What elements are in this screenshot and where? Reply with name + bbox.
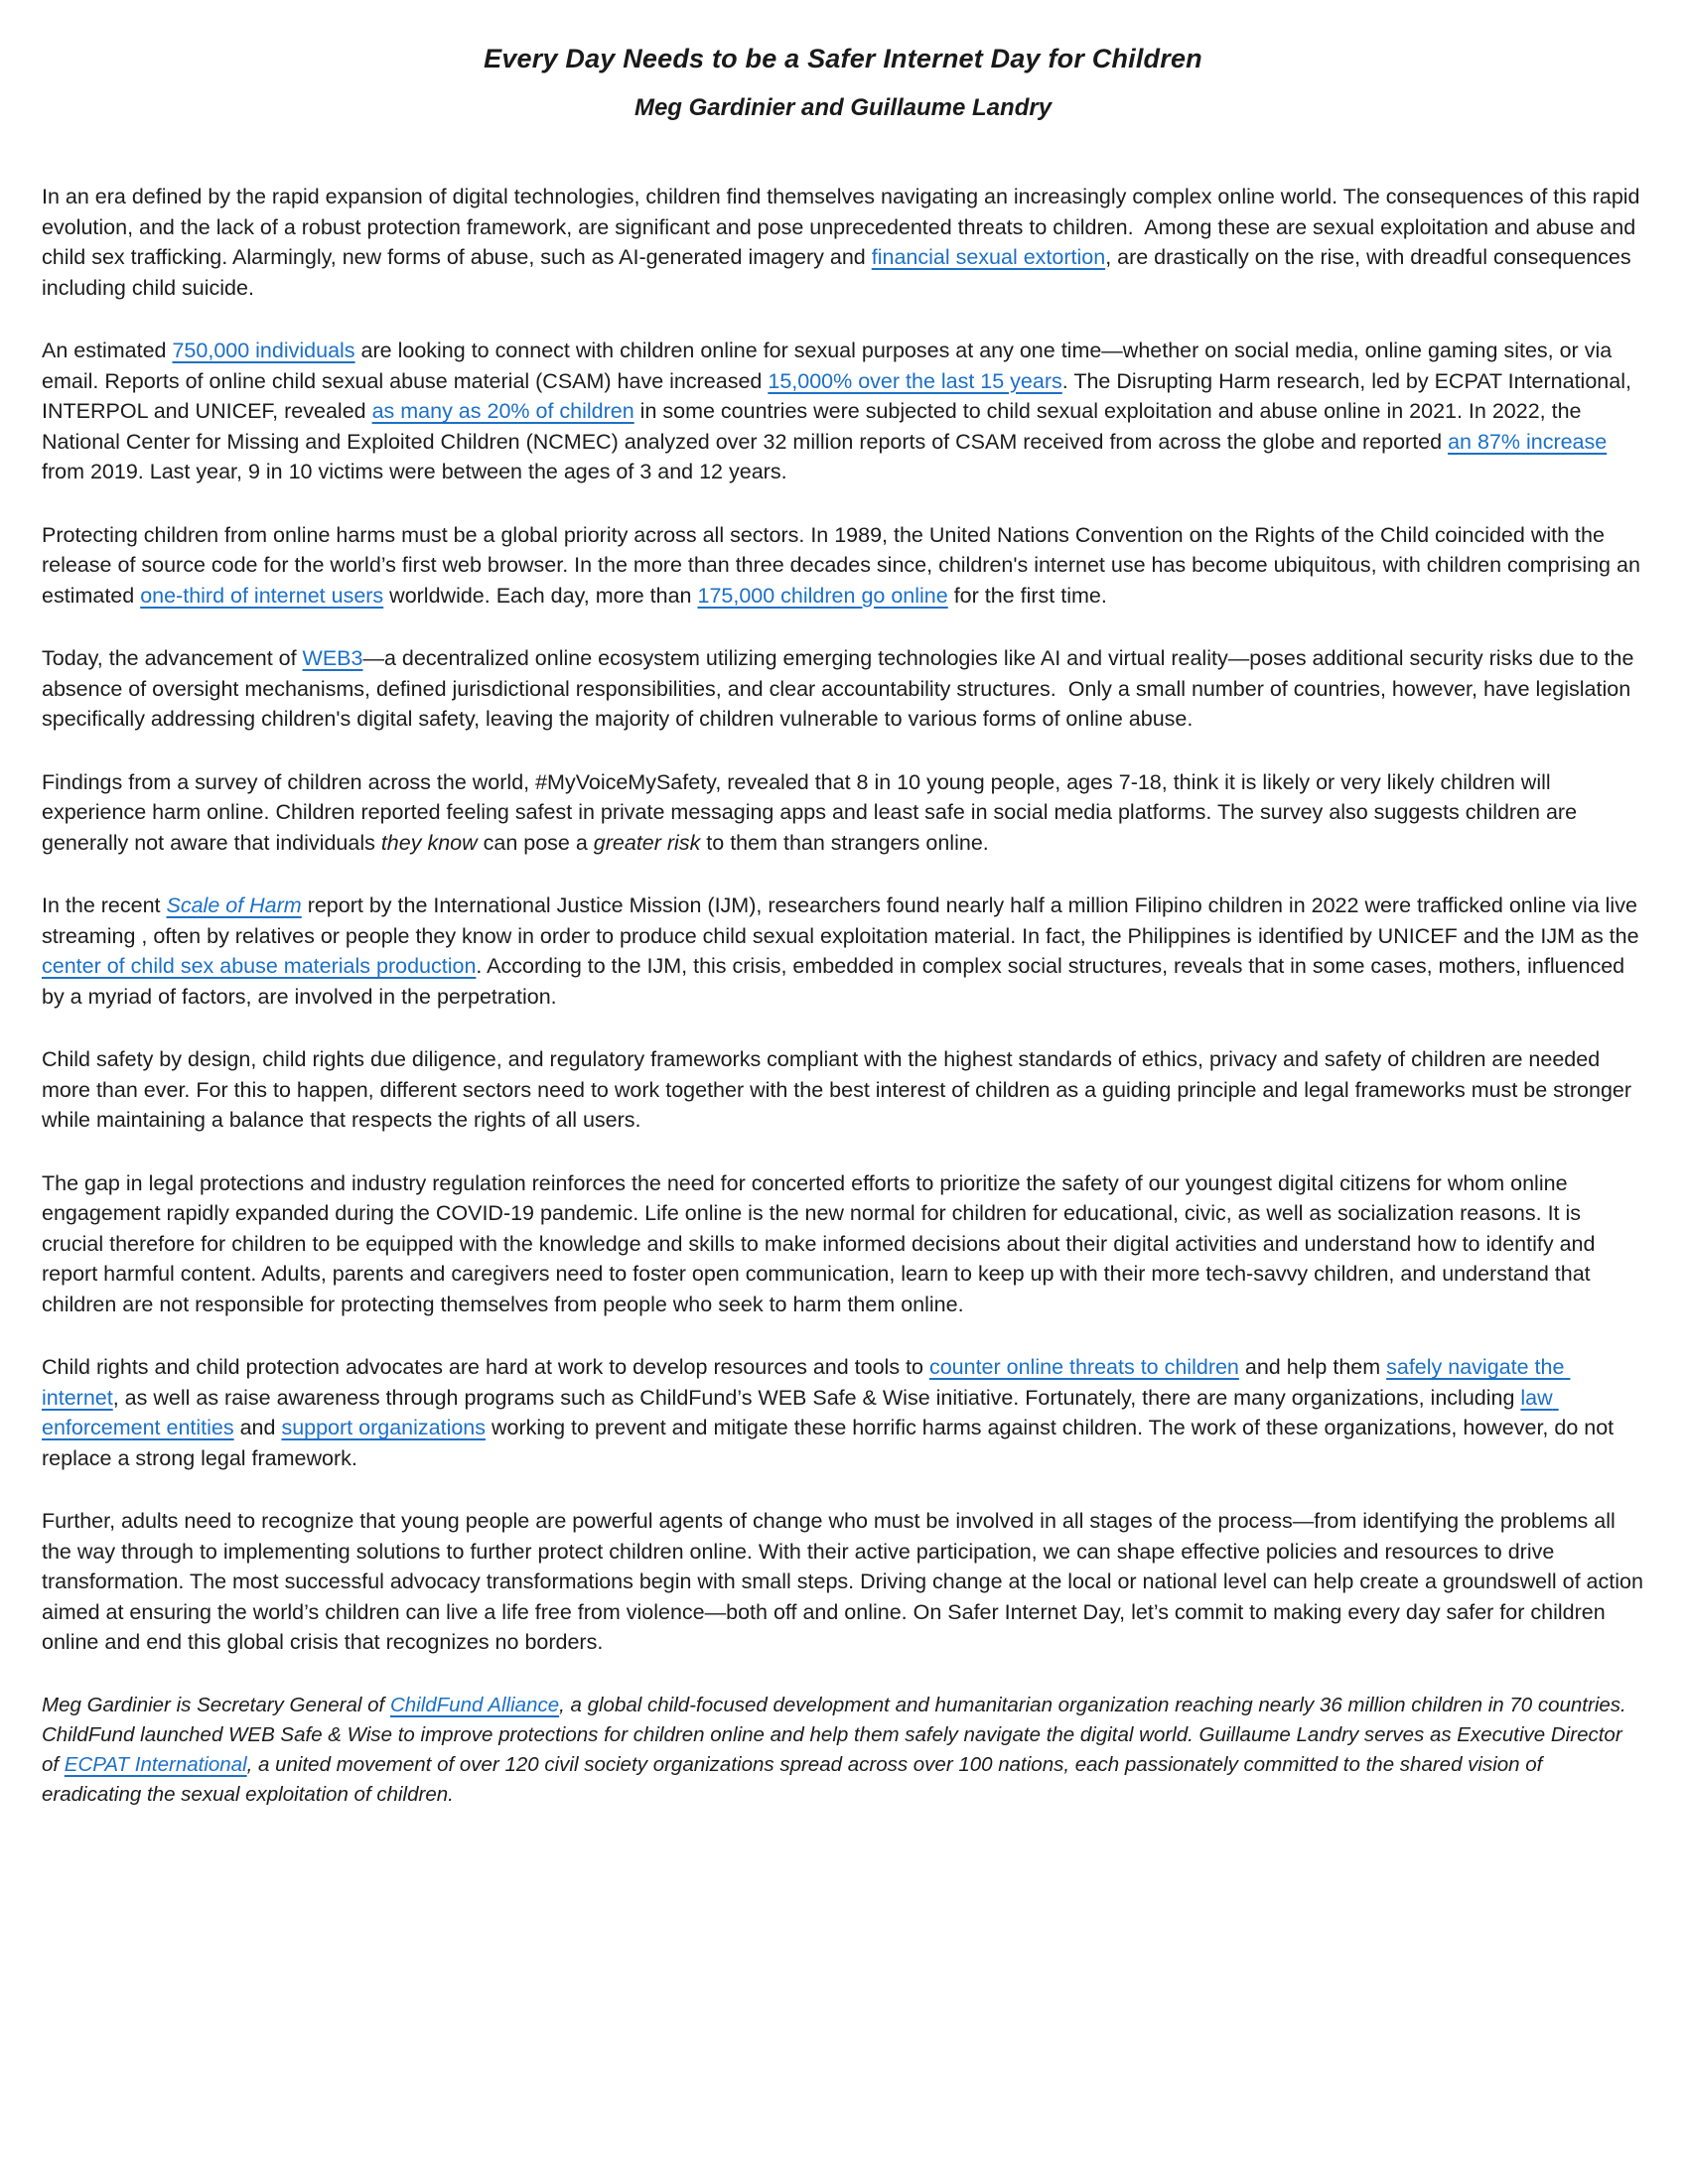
hyperlink[interactable]: WEB3 bbox=[302, 646, 363, 670]
text-run: . According to the IJM, this crisis, embedded in complex social structures, reveals that in some cases, mothers, influenced by a myriad of factors, are involved in the perpetration. bbox=[42, 954, 1631, 1009]
author-bio-paragraph bbox=[42, 1691, 1644, 1810]
body-paragraph bbox=[42, 767, 1644, 859]
text-run: are looking to connect with children online for sexual purposes at any one time—whether on social media, online gaming sites, or via email. Reports of online child sexual abuse material (CSAM) have increased bbox=[42, 339, 1618, 393]
text-run: working to prevent and mitigate these horrific harms against children. The work of these organizations, however, do not replace a strong legal framework. bbox=[42, 1416, 1620, 1470]
text-run: In an era defined by the rapid expansion of digital technologies, children find themselves navigating an increasingly complex online world. The consequences of this rapid evolution, and the lack of a robust protection framework, are significant and pose unprecedented threats to children. Among these are sexual exploitation and abuse and child sex trafficking. Alarmingly, new forms of abuse, such as AI-generated imagery and bbox=[42, 185, 1646, 269]
hyperlink[interactable]: Scale of Harm bbox=[166, 893, 302, 917]
text-run: to them than strangers online. bbox=[700, 830, 989, 855]
hyperlink[interactable]: safely navigate the internet bbox=[42, 1355, 1571, 1410]
text-run: worldwide. Each day, more than bbox=[383, 583, 698, 608]
text-run: The gap in legal protections and industry regulation reinforces the need for concerted efforts to prioritize the safety of our youngest digital citizens for whom online engagement rapidly expanded during the COVID-19 pandemic. Life online is the new normal for children for educational, civic, as well as socialization reasons. It is crucial therefore for children to be equipped with the knowledge and skills to make informed decisions about their digital activities and understand how to identify and report harmful content. Adults, parents and caregivers need to foster open communication, learn to keep up with their more tech-savvy children, and understand that children are not responsible for protecting themselves from people who seek to harm them online. bbox=[42, 1170, 1602, 1316]
text-run: and bbox=[233, 1416, 282, 1439]
text-run: Child rights and child protection advocates are hard at work to develop resources and tools to bbox=[42, 1355, 929, 1379]
document-title: Every Day Needs to be a Safer Internet Day for Children bbox=[484, 44, 1202, 73]
text-run: can pose a bbox=[477, 830, 594, 855]
hyperlink[interactable]: support organizations bbox=[281, 1416, 487, 1439]
text-run: Findings from a survey of children across the world, #MyVoiceMySafety, revealed that 8 in 10 young people, ages 7-18, think it is likely or very likely children will experience harm online. Children reported feeling safest in private messaging apps and least safe in social media platforms. The survey also suggests children are generally not aware that individuals bbox=[42, 769, 1584, 855]
text-run: , are drastically on the rise, with dreadful consequences including child suicide. bbox=[42, 245, 1637, 300]
hyperlink[interactable]: as many as 20% of children bbox=[371, 399, 634, 423]
hyperlink[interactable]: financial sexual extortion bbox=[871, 245, 1106, 269]
text-run: greater risk bbox=[593, 830, 701, 855]
body-paragraph bbox=[42, 1168, 1644, 1320]
body-paragraph bbox=[42, 890, 1644, 1012]
text-run: An estimated bbox=[42, 339, 173, 362]
body-paragraph bbox=[42, 336, 1644, 487]
text-run: Protecting children from online harms must be a global priority across all sectors. In 1989, the United Nations Convention on the Rights of the Child coincided with the release of source code for the world’s first web browser. In the more than three decades since, children's internet use has become ubiquitous, with children comprising an estimated bbox=[42, 522, 1646, 608]
hyperlink[interactable]: center of child sex abuse materials production bbox=[42, 954, 477, 978]
document-paragraphs bbox=[42, 182, 1649, 1810]
text-run: , a united movement of over 120 civil society organizations spread across over 100 nations, each passionately committed to the shared vision of eradicating the sexual exploitation of children. bbox=[42, 1752, 1549, 1806]
hyperlink[interactable]: counter online threats to children bbox=[928, 1355, 1239, 1379]
text-run: , as well as raise awareness through programs such as ChildFund’s WEB Safe & Wise initiative. Fortunately, there are many organizations, including bbox=[112, 1385, 1521, 1410]
text-run: —a decentralized online ecosystem utilizing emerging technologies like AI and virtual reality—poses additional security risks due to the absence of oversight mechanisms, defined jurisdictional responsibilities, and clear accountability structures. Only a small number of countries, however, have legislation specifically addressing children's digital safety, leaving the majority of children vulnerable to various forms of online abuse. bbox=[42, 646, 1640, 731]
body-paragraph bbox=[42, 1044, 1644, 1136]
text-run: Child safety by design, child rights due diligence, and regulatory frameworks compliant with the highest standards of ethics, privacy and safety of children are needed more than ever. For this to happen, different sectors need to work together with the best interest of children as a guiding principle and legal frameworks must be stronger while maintaining a balance that respects the rights of all users. bbox=[42, 1047, 1638, 1132]
text-run: for the first time. bbox=[947, 583, 1107, 608]
hyperlink[interactable]: 15,000% over the last 15 years bbox=[768, 368, 1062, 393]
hyperlink[interactable]: an 87% increase bbox=[1448, 429, 1608, 454]
text-run: . The Disrupting Harm research, led by ECPAT International, INTERPOL and UNICEF, revealed bbox=[42, 368, 1637, 423]
text-run: In the recent bbox=[42, 893, 167, 917]
text-run: they know bbox=[380, 830, 478, 855]
body-paragraph bbox=[42, 1506, 1649, 1658]
body-paragraph bbox=[42, 520, 1644, 612]
text-run: from 2019. Last year, 9 in 10 victims were between the ages of 3 and 12 years. bbox=[42, 429, 1614, 483]
body-paragraph bbox=[42, 182, 1644, 303]
text-run: Today, the advancement of bbox=[42, 646, 303, 670]
hyperlink[interactable]: 175,000 children go online bbox=[697, 583, 948, 608]
hyperlink[interactable]: 750,000 individuals bbox=[172, 339, 355, 362]
text-run: in some countries were subjected to child sexual exploitation and abuse online in 2021. In 2022, the National Center for Missing and Exploited Children (NCMEC) analyzed over 32 million reports of CSAM received from across the globe and reported bbox=[42, 399, 1588, 454]
text-run: report by the International Justice Mission (IJM), researchers found nearly half a million Filipino children in 2022 were trafficked online via live streaming , often by relatives or people they know in order to produce child sexual exploitation material. In fact, the Philippines is identified by UNICEF and the IJM as the bbox=[42, 893, 1645, 948]
body-paragraph bbox=[42, 1352, 1644, 1473]
text-run: Further, adults need to recognize that young people are powerful agents of change who must be involved in all stages of the process—from identifying the problems all the way through to implementing solutions to further protect children online. With their active participation, we can shape effective policies and resources to drive transformation. The most successful advocacy transformations begin with small steps. Driving change at the local or national level can help create a groundswell of action aimed at ensuring the world’s children can live a life free from violence—both off and online. On Safer Internet Day, let’s commit to making every day safer for children online and end this global crisis that recognizes no borders. bbox=[42, 1509, 1649, 1654]
text-run: Meg Gardinier is Secretary General of bbox=[42, 1693, 390, 1716]
hyperlink[interactable]: law enforcement entities bbox=[42, 1385, 1559, 1439]
document-authors: Meg Gardinier and Guillaume Landry bbox=[633, 94, 1053, 121]
hyperlink[interactable]: one-third of internet users bbox=[140, 583, 384, 608]
body-paragraph bbox=[42, 643, 1644, 735]
hyperlink[interactable]: ECPAT International bbox=[64, 1752, 247, 1776]
hyperlink[interactable]: ChildFund Alliance bbox=[389, 1693, 560, 1716]
text-run: and help them bbox=[1238, 1355, 1387, 1379]
text-run: , a global child-focused development and humanitarian organization reaching nearly 36 million children in 70 countries. ChildFund launched WEB Safe & Wise to improve protections for children online and help them safely navigate the digital world. Guillaume Landry serves as Executive Director of bbox=[42, 1693, 1632, 1776]
